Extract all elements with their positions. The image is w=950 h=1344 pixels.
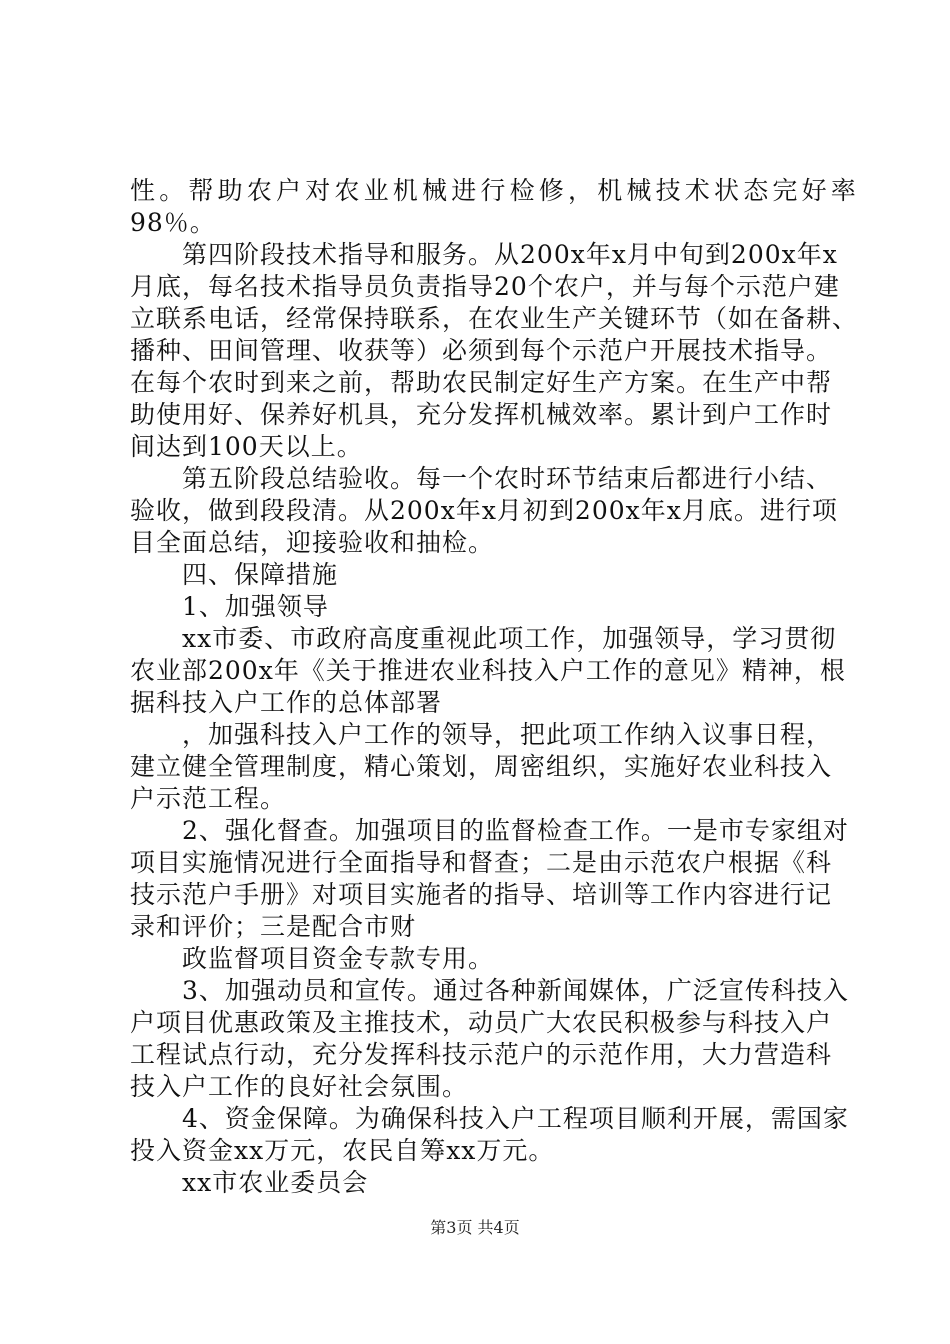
- text-line: 98％。: [130, 208, 216, 237]
- text-line: 4、资金保障。为确保科技入户工程项目顺利开展，需国家: [182, 1104, 849, 1133]
- text-line: 第四阶段技术指导和服务。从200x年x月中旬到200x年x: [182, 240, 838, 269]
- text-line: 工程试点行动，充分发挥科技示范户的示范作用，大力营造科: [130, 1040, 833, 1069]
- page-number-footer: 第3页 共4页: [430, 1218, 520, 1237]
- text-line: 户示范工程。: [130, 784, 287, 813]
- text-line: 农业部200x年《关于推进农业科技入户工作的意见》精神，根: [130, 656, 846, 685]
- text-line: 间达到100天以上。: [130, 432, 363, 461]
- text-line: 验收，做到段段清。从200x年x月初到200x年x月底。进行项: [130, 496, 838, 525]
- section-heading: 四、保障措施: [182, 560, 339, 589]
- text-line: 2、强化督查。加强项目的监督检查工作。一是市专家组对: [182, 816, 849, 845]
- text-line: ，加强科技入户工作的领导，把此项工作纳入议事日程，: [182, 720, 833, 749]
- text-line: 播种、田间管理、收获等）必须到每个示范户开展技术指导。: [130, 336, 833, 365]
- text-line: 政监督项目资金专款专用。: [182, 944, 495, 973]
- text-line: 技入户工作的良好社会氛围。: [130, 1072, 469, 1101]
- text-line: 技示范户手册》对项目实施者的指导、培训等工作内容进行记: [130, 880, 833, 909]
- text-line: 项目实施情况进行全面指导和督查；二是由示范农户根据《科: [130, 848, 833, 877]
- text-line: 第五阶段总结验收。每一个农时环节结束后都进行小结、: [182, 464, 833, 493]
- text-line: 建立健全管理制度，精心策划，周密组织，实施好农业科技入: [130, 752, 833, 781]
- text-line: 3、加强动员和宣传。通过各种新闻媒体，广泛宣传科技入: [182, 976, 849, 1005]
- text-line: 目全面总结，迎接验收和抽检。: [130, 528, 495, 557]
- subsection-heading: 1、加强领导: [182, 592, 329, 621]
- text-line: 月底，每名技术指导员负责指导20个农户，并与每个示范户建: [130, 272, 840, 301]
- text-line: 性。帮助农户对农业机械进行检修，机械技术状态完好率: [130, 176, 861, 205]
- text-line: 立联系电话，经常保持联系，在农业生产关键环节（如在备耕、: [130, 304, 859, 333]
- text-line: 助使用好、保养好机具，充分发挥机械效率。累计到户工作时: [130, 400, 833, 429]
- text-line: 投入资金xx万元，农民自筹xx万元。: [130, 1136, 555, 1165]
- text-line: 在每个农时到来之前，帮助农民制定好生产方案。在生产中帮: [130, 368, 833, 397]
- text-line: xx市委、市政府高度重视此项工作，加强领导，学习贯彻: [182, 624, 837, 653]
- signature-line: xx市农业委员会: [182, 1168, 369, 1197]
- text-line: 录和评价；三是配合市财: [130, 912, 417, 941]
- text-line: 户项目优惠政策及主推技术，动员广大农民积极参与科技入户: [130, 1008, 833, 1037]
- text-line: 据科技入户工作的总体部署: [130, 688, 443, 717]
